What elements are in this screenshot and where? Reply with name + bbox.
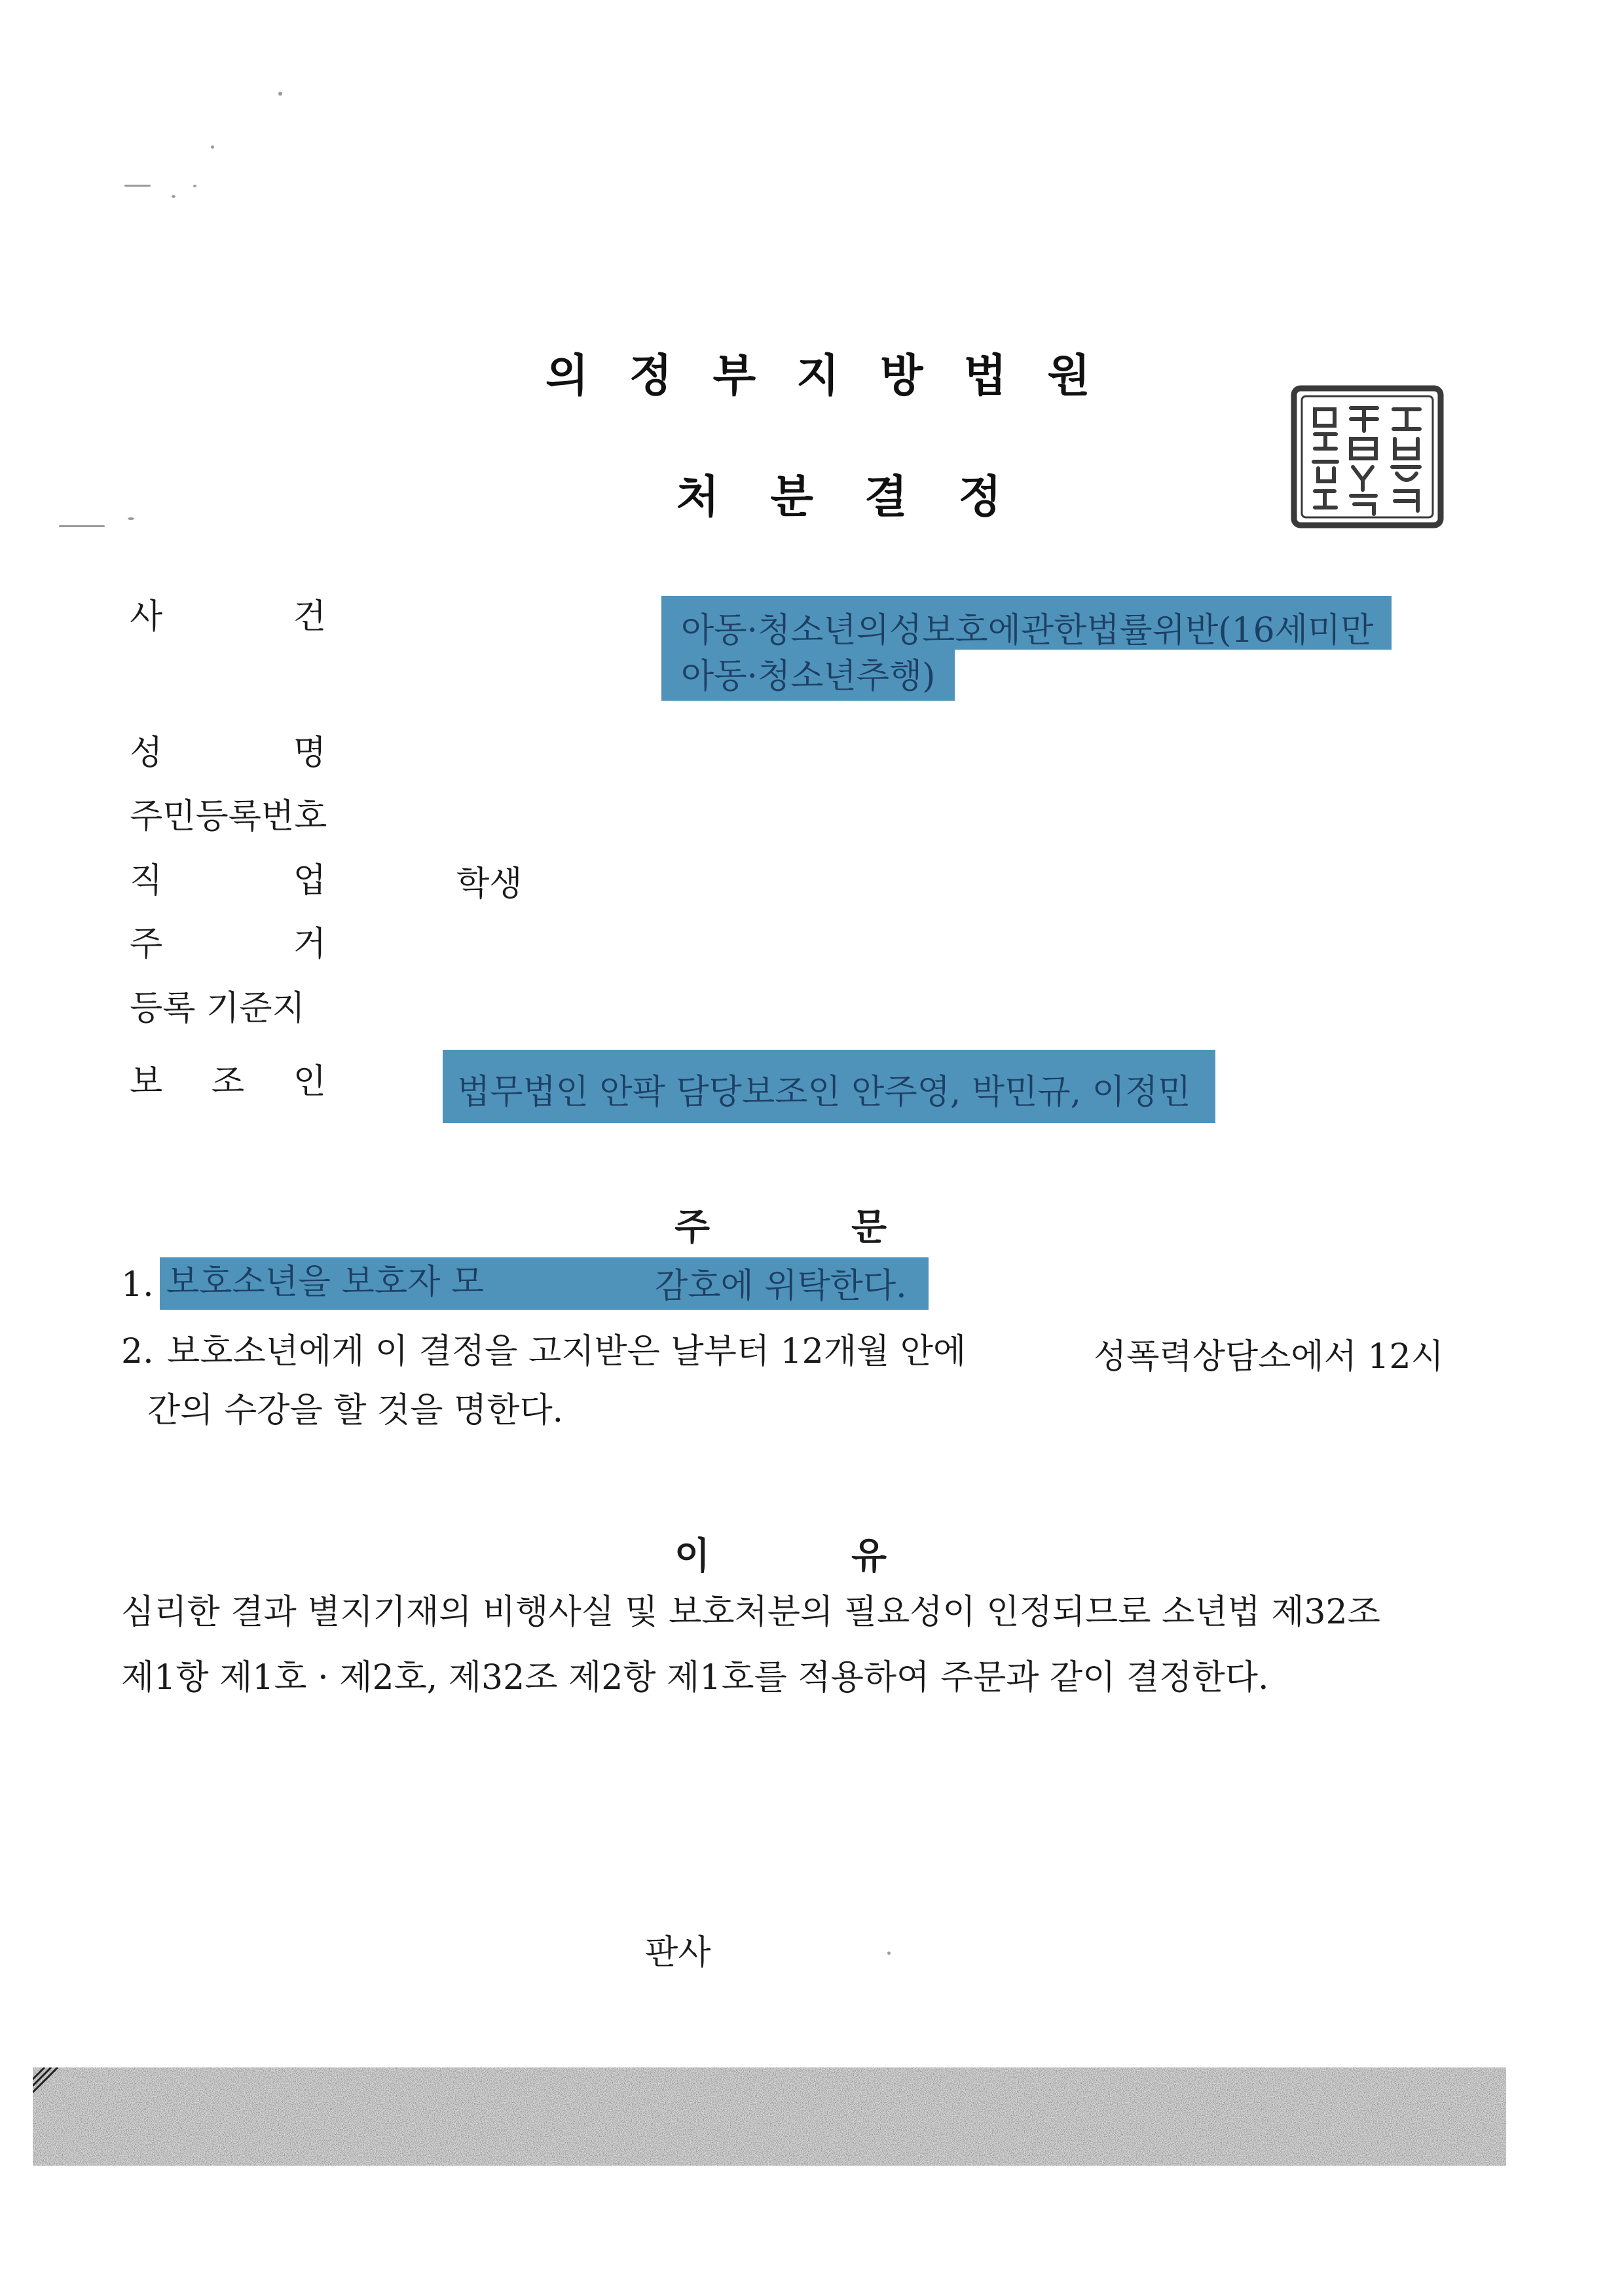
scan-speck [59,525,105,527]
order-item-1-number: 1. [121,1265,154,1305]
reason-line-2: 제1항 제1호 · 제2호, 제32조 제2항 제1호를 적용하여 주문과 같이 결정한다. [121,1658,1269,1697]
occupation-value: 학생 [456,864,523,904]
order-heading-char-1: 주 [674,1206,710,1249]
order-item-1-text-a: 보호소년을 보호자 모 [166,1263,485,1302]
court-seal-stamp [1289,383,1446,530]
reason-heading-char-1: 이 [674,1535,710,1578]
scan-speck [172,195,175,198]
scan-speck [193,185,196,187]
reason-line-1: 심리한 결과 별지기재의 비행사실 및 보호처분의 필요성이 인정되므로 소년법 제32조 [121,1593,1380,1632]
assistant-label: 보 조 인 [130,1062,326,1102]
case-value-highlight [661,596,1392,701]
resident-number-label: 주민등록번호 [130,797,327,836]
scan-speck [124,185,151,187]
order-heading-char-2: 문 [851,1206,887,1249]
court-name: 의정부지방법원 [545,350,1131,402]
assistant-value: 법무법인 안팍 담당보조인 안주영, 박민규, 이정민 [457,1073,1191,1112]
residence-label: 주 거 [130,925,326,964]
case-label: 사 건 [130,597,326,637]
order-item-2-text-a: 보호소년에게 이 결정을 고지받은 날부터 12개월 안에 [167,1332,967,1371]
judge-label: 판사 [645,1933,711,1972]
case-value-line2: 아동·청소년추행) [681,657,936,696]
order-item-2-text-c: 간의 수강을 할 것을 명한다. [147,1391,564,1430]
order-item-1-text-b: 감호에 위탁한다. [655,1267,907,1306]
name-label: 성 명 [130,733,326,773]
scan-speck [278,92,282,96]
order-item-2-text-b: 성폭력상담소에서 12시 [1094,1337,1444,1377]
order-item-2-number: 2. [121,1332,154,1371]
scan-speck [887,1952,891,1955]
document-title: 처분결정 [676,472,1053,523]
redaction-noise-strip [33,2067,1506,2166]
registered-domicile-label: 등록 기준지 [130,989,305,1028]
scan-speck [211,145,214,149]
assistant-value-highlight [443,1050,1215,1123]
reason-heading-char-2: 유 [851,1535,887,1578]
order-item-1-highlight [160,1257,929,1310]
occupation-label: 직 업 [130,861,326,900]
case-value-line1: 아동·청소년의성보호에관한법률위반(16세미만 [681,611,1374,650]
